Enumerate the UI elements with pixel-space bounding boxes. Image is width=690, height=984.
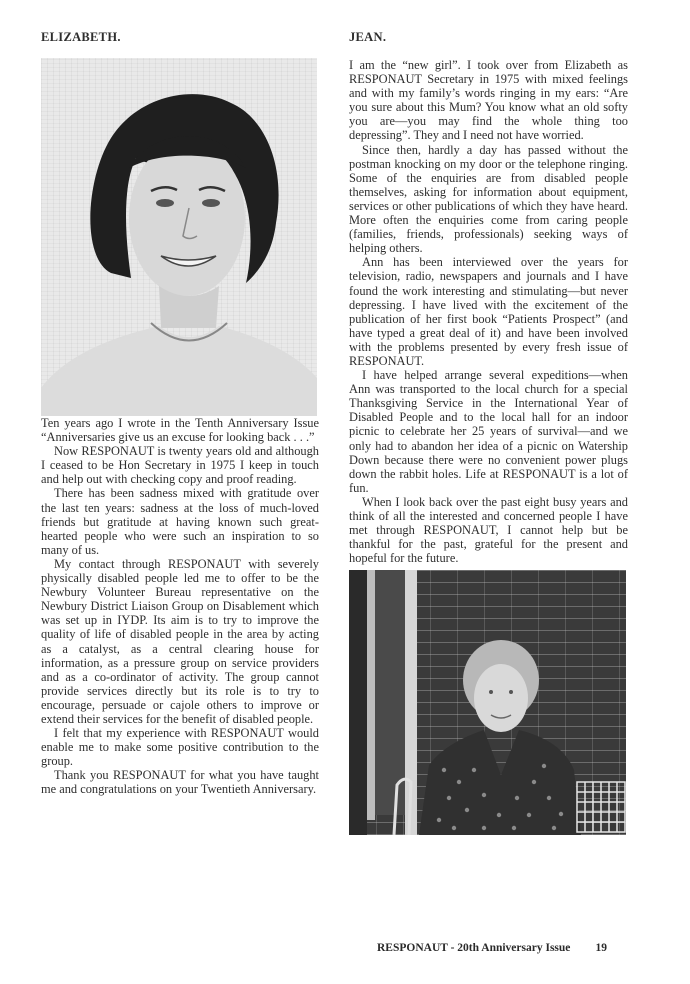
page-number: 19 xyxy=(595,942,607,954)
article-paragraph: I am the “new girl”. I took over from Elizabeth as RESPONAUT Secretary in 1975 with mixed feelings and with my family’s words ringing in my ears: “Are you sure about this Mum? You know what an old softy you are—you may find the whole thing too depressing”. They and I need not have worried. xyxy=(349,58,628,143)
jean-column xyxy=(349,30,628,835)
jean-article-body xyxy=(349,58,628,565)
article-paragraph: I felt that my experience with RESPONAUT would enable me to make some positive contribution to the group. xyxy=(41,726,319,769)
article-paragraph: Ann has been interviewed over the years for television, radio, newspapers and journals and I have found the work interesting and stimulating—but never depressing. I have lived with the excitement of the publication of her first book “Patients Prospect” (and have typed a great deal of it) and have been involved with the problems presented by every fresh issue of RESPONAUT. xyxy=(349,255,628,368)
jean-photo-illustration xyxy=(349,570,626,835)
elizabeth-portrait-photo xyxy=(41,58,317,416)
article-paragraph: I have helped arrange several expeditions—when Ann was transported to the local church for a special Thanksgiving Service in the International Year of Disabled People and to the local hall for an indoor picnic to celebrate her 25 years of survival—and we only had to abandon her idea of a picnic on Watership Down because there were no convenient power plugs down the rabbit holes. Life at RESPONAUT is a lot of fun. xyxy=(349,368,628,495)
elizabeth-heading: ELIZABETH. xyxy=(41,30,121,44)
jean-photo xyxy=(349,570,626,835)
article-paragraph: Ten years ago I wrote in the Tenth Anniversary Issue “Anniversaries give us an excuse for looking back . . .” xyxy=(41,416,319,445)
elizabeth-article-body xyxy=(41,416,319,797)
elizabeth-column xyxy=(41,30,319,797)
article-paragraph: My contact through RESPONAUT with severely physically disabled people led me to offer to be the Newbury Volunteer Bureau representative on the Newbury District Liaison Group on Disablement which was set up in IYDP. Its aim is to try to improve the quality of life of disabled people in the area by acting as a catalyst, as a central clearing house for information, as a pressure group on service providers and as a co-ordinator of activity. The group cannot provide services directly but its role is to try to encourage, persuade or cajole others to improve or extend their services for the benefit of disabled people. xyxy=(41,556,319,726)
article-paragraph: There has been sadness mixed with gratitude over the last ten years: sadness at the loss of much-loved friends but gratitude at having known such great-hearted people who were such an inspiration to so many of us. xyxy=(41,486,319,557)
jean-heading: JEAN. xyxy=(349,30,387,44)
article-paragraph: Thank you RESPONAUT for what you have taught me and congratulations on your Twentieth Anniversary. xyxy=(41,768,319,797)
article-paragraph: Now RESPONAUT is twenty years old and although I ceased to be Hon Secretary in 1975 I keep in touch and help out with checking copy and proof reading. xyxy=(41,444,319,487)
page-footer xyxy=(377,942,627,954)
portrait-illustration xyxy=(41,58,317,416)
heading-spacer xyxy=(349,44,628,58)
article-paragraph: Since then, hardly a day has passed without the postman knocking on my door or the telephone ringing. Some of the enquiries are from disabled people themselves, asking for information about equipment, services or other publications of which they have heard. More often the enquiries come from caring people (families, friends, professionals) seeking ways of helping others. xyxy=(349,142,628,256)
publication-title: RESPONAUT - 20th Anniversary Issue xyxy=(377,942,571,954)
article-paragraph: When I look back over the past eight busy years and think of all the interested and concerned people I have met through RESPONAUT, I cannot help but be thankful for the past, grateful for the present and hopeful for the future. xyxy=(349,494,628,566)
